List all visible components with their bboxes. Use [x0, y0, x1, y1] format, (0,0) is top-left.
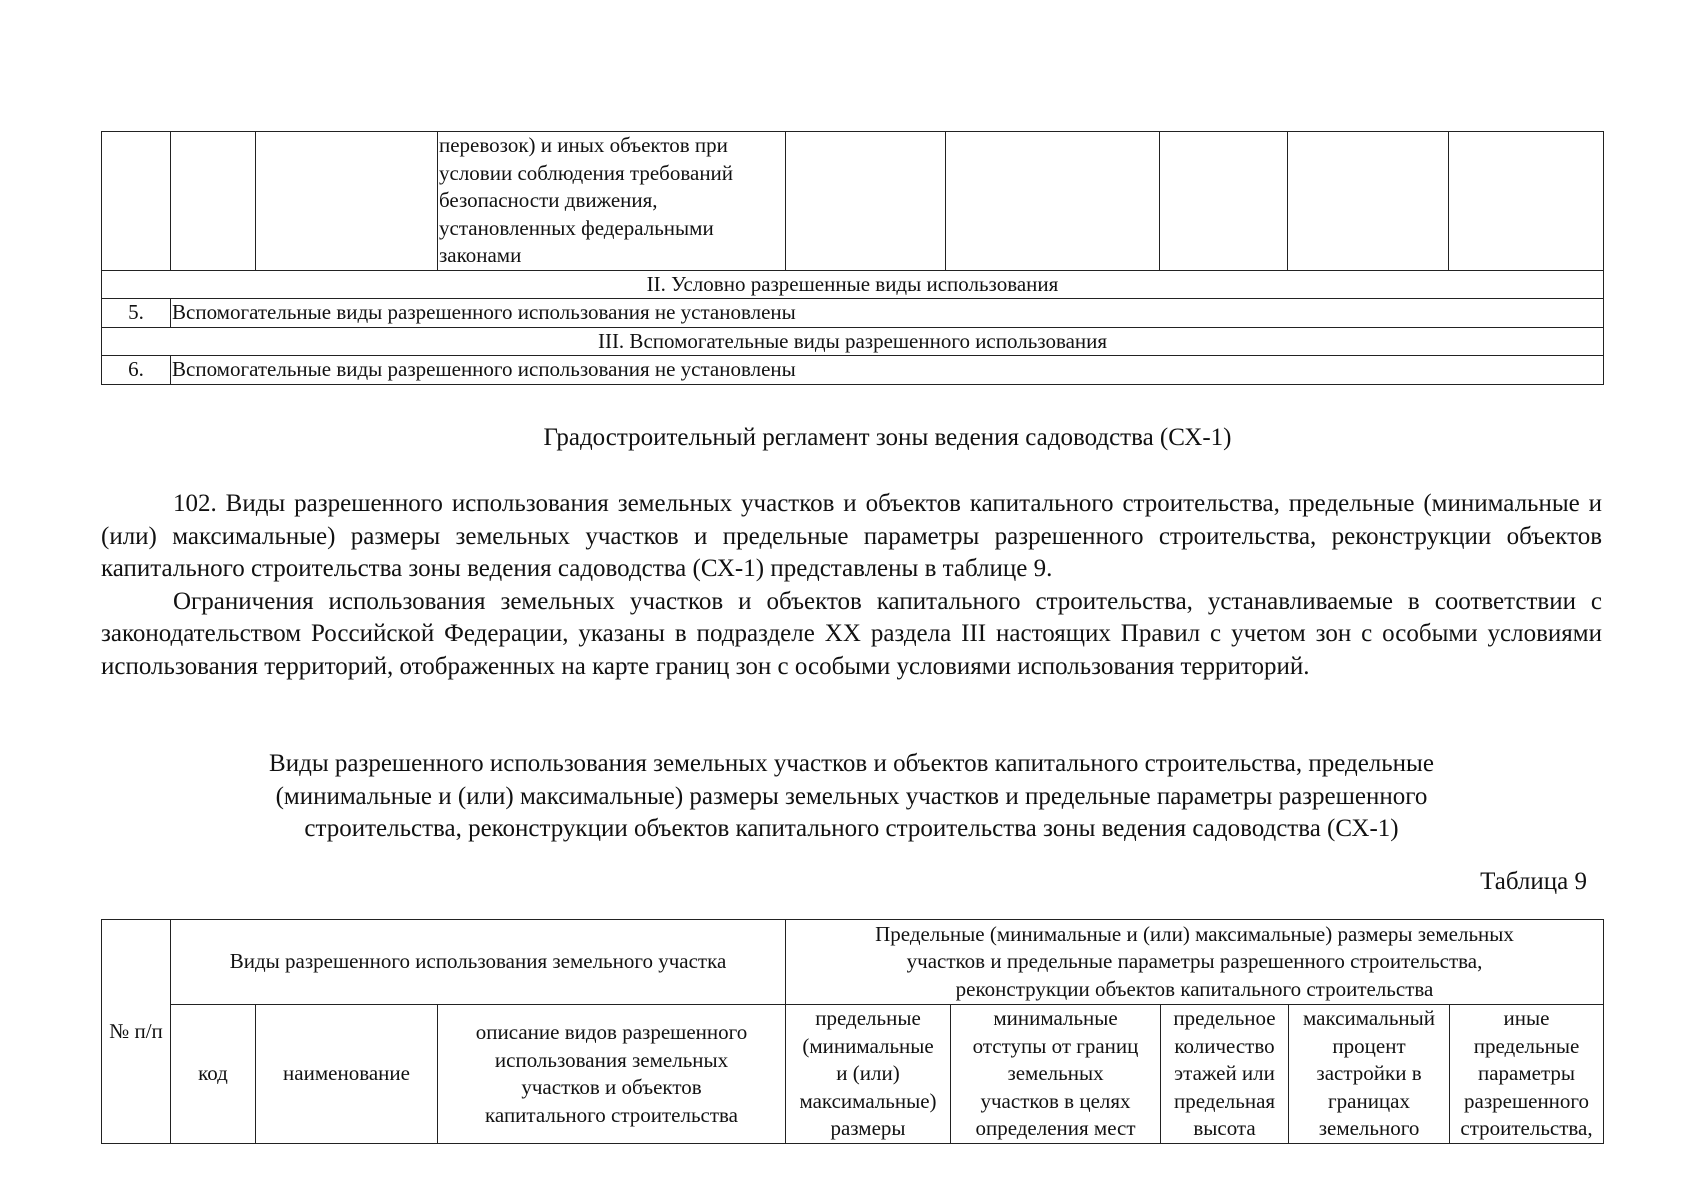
- body-text: [101, 488, 1602, 683]
- zone-title: Градостроительный регламент зоны ведения садоводства (СХ-1): [543, 424, 1232, 451]
- section-row-conditional: [102, 270, 1604, 299]
- paragraph: Ограничения использования земельных участков и объектов капитального строительства, устанавливаемые в соответствии с законодательством Российской Федерации, указаны в подразделе XX раздела III настоящих Правил с учетом зон с особыми условиями использования территорий, отображенных на карте границ зон с особыми условиями использования территорий.: [101, 587, 1602, 680]
- header-group-uses: Виды разрешенного использования земельного участка: [171, 920, 786, 1005]
- header-code: код: [171, 1005, 256, 1144]
- header-floors: предельное количество этажей или предельная высота: [1161, 1005, 1289, 1144]
- continuation-row: [102, 132, 1604, 271]
- table-9-header: [101, 919, 1604, 1144]
- header-other: иные предельные параметры разрешенного строительства,: [1450, 1005, 1604, 1144]
- continuation-description: перевозок) и иных объектов при условии соблюдения требований безопасности движения, установленных федеральными законами: [438, 132, 786, 271]
- row-text: Вспомогательные виды разрешенного использования не установлены: [171, 356, 1604, 385]
- section-row-auxiliary: [102, 327, 1604, 356]
- section-heading: III. Вспомогательные виды разрешенного использования: [102, 327, 1604, 356]
- table-caption: Виды разрешенного использования земельных участков и объектов капитального строительства, предельные (минимальные и (или) максимальные) размеры земельных участков и предельные параметры разрешенного строительства, реконструкции объектов капитального строительства зоны ведения садоводства (СХ-1): [269, 750, 1434, 842]
- table-row: [102, 356, 1604, 385]
- row-number: 5.: [102, 299, 171, 328]
- header-sizes: предельные (минимальные и (или) максимальные) размеры: [786, 1005, 951, 1144]
- previous-regulation-table: [101, 131, 1604, 385]
- table-row: [102, 299, 1604, 328]
- header-description: описание видов разрешенного использования земельных участков и объектов капитального строительства: [438, 1005, 786, 1144]
- row-text: Вспомогательные виды разрешенного использования не установлены: [171, 299, 1604, 328]
- section-heading: II. Условно разрешенные виды использования: [102, 270, 1604, 299]
- header-name: наименование: [256, 1005, 438, 1144]
- row-number: 6.: [102, 356, 171, 385]
- header-number: № п/п: [102, 920, 171, 1144]
- header-coverage: максимальный процент застройки в границах земельного: [1289, 1005, 1450, 1144]
- header-group-limits: Предельные (минимальные и (или) максимальные) размеры земельных участков и предельные параметры разрешенного строительства, реконструкции объектов капитального строительства: [786, 920, 1604, 1005]
- table-label: Таблица 9: [1480, 868, 1587, 895]
- header-setbacks: минимальные отступы от границ земельных участков в целях определения мест: [951, 1005, 1161, 1144]
- paragraph: 102. Виды разрешенного использования земельных участков и объектов капитального строительства, предельные (минимальные и (или) максимальные) размеры земельных участков и предельные параметры разрешенного строительства, реконструкции объектов капитального строительства зоны ведения садоводства (СХ-1) представлены в таблице 9.: [101, 490, 1602, 582]
